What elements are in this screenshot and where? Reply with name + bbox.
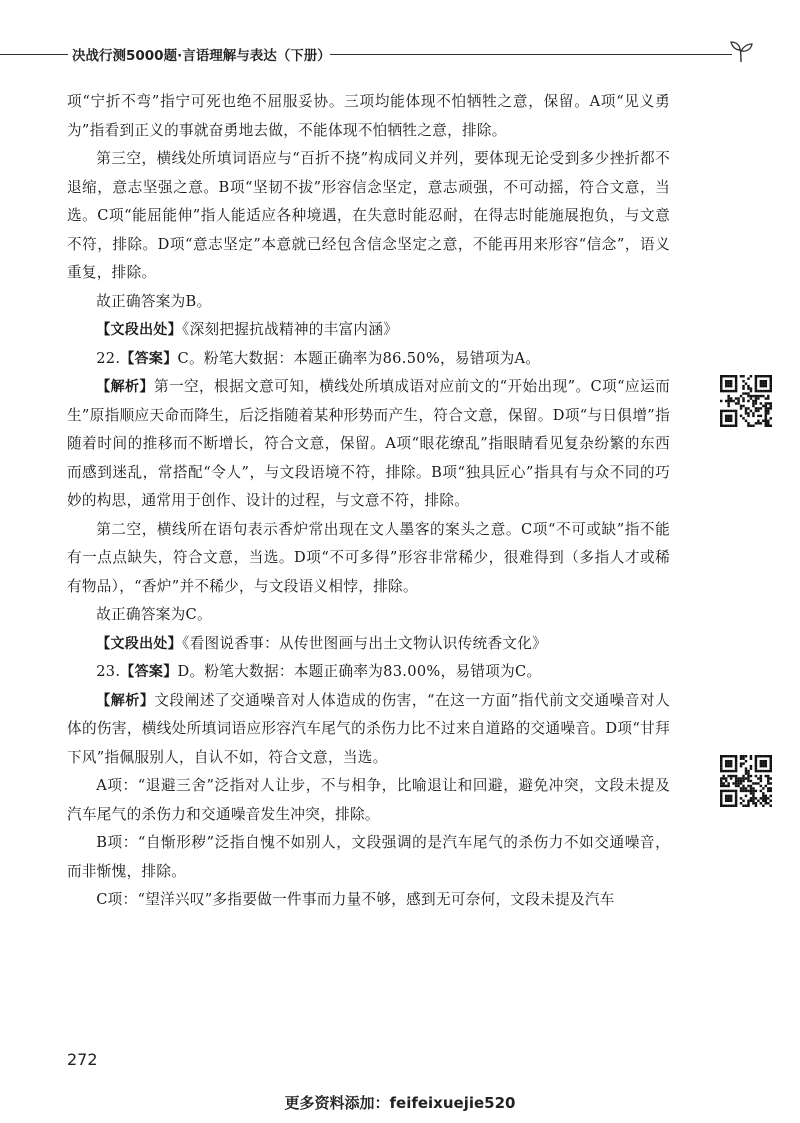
paragraph-text: B项：“自惭形秽”泛指自愧不如别人，文段强调的是汽车尾气的杀伤力不如交通噪音，而非惭愧，排除。: [67, 834, 670, 880]
leaf-sprout-icon: [728, 40, 754, 64]
section-tag: 【解析】: [96, 379, 154, 395]
body-paragraph: [67, 601, 670, 630]
paragraph-text: 第二空，横线所在语句表示香炉常出现在文人墨客的案头之意。C项“不可或缺”指不能有一点点缺失，符合文意，当选。D项“不可多得”形容非常稀少，很难得到（多指人才或稀有物品），“香炉”并不稀少，与文段语义相悖，排除。: [67, 520, 670, 595]
body-paragraph: [67, 886, 670, 915]
paragraph-text: 《深刻把握抗战精神的丰富内涵》: [182, 321, 399, 338]
section-tag: 【答案】: [120, 664, 178, 680]
body-paragraph: [67, 829, 670, 886]
book-title: 决战行测5000题·言语理解与表达（下册）: [72, 48, 331, 64]
body-paragraph: [67, 288, 670, 317]
paragraph-text: C项：“望洋兴叹”多指要做一件事而力量不够，感到无可奈何，文段未提及汽车: [96, 891, 615, 908]
paragraph-text: D。粉笔大数据：本题正确率为83.00%，易错项为C。: [177, 663, 542, 680]
paragraph-text: 第三空，横线处所填词语应与“百折不挠”构成同义并列，要体现无论受到多少挫折都不退缩，意志坚强之意。B项“坚韧不拔”形容信念坚定，意志顽强，不可动摇，符合文意，当选。C项“能屈能伸”指人能适应各种境遇，在失意时能忍耐，在得志时能施展抱负，与文意不符，排除。D项“意志坚定”本意就已经包含信念坚定之意，不能再用来形容“信念”，语义重复，排除。: [67, 150, 670, 281]
paragraph-text: 文段阐述了交通噪音对人体造成的伤害，“在这一方面”指代前文交通噪音对人体的伤害，横线处所填词语应形容汽车尾气的杀伤力比不过来自道路的交通噪音。D项“甘拜下风”指佩服别人，自认不如，符合文意，当选。: [67, 691, 670, 766]
paragraph-text: A项：“退避三舍”泛指对人让步，不与相争，比喻退让和回避，避免冲突，文段未提及汽车尾气的杀伤力和交通噪音发生冲突，排除。: [67, 777, 670, 823]
question-number: 23.: [96, 663, 121, 680]
header-rule-right: [330, 54, 732, 55]
page-header: [0, 40, 800, 70]
body-paragraph: [67, 145, 670, 288]
body-paragraph: [67, 516, 670, 602]
paragraph-text: 第一空，根据文意可知，横线处所填成语对应前文的“开始出现”。C项“应运而生”原指顺应天命而降生，后泛指随着某种形势而产生，符合文意，保留。D项“与日俱增”指随着时间的推移而不断增长，符合文意，保留。A项“眼花缭乱”指眼睛看见复杂纷繁的东西而感到迷乱，常搭配“令人”，与文段语境不符，排除。B项“独具匠心”指具有与众不同的巧妙的构思，通常用于创作、设计的过程，与文意不符，排除。: [67, 378, 671, 509]
body-paragraph: [67, 630, 670, 659]
body-paragraph: [67, 658, 670, 687]
paragraph-text: 《看图说香事：从传世图画与出土文物认识传统香文化》: [182, 634, 548, 652]
page-body: [67, 88, 670, 915]
header-rule-left: [0, 54, 68, 55]
paragraph-text: 故正确答案为C。: [96, 606, 212, 623]
body-paragraph: [67, 772, 670, 829]
body-paragraph: [67, 687, 670, 773]
body-paragraph: [67, 345, 670, 374]
section-tag: 【文段出处】: [96, 322, 182, 338]
body-paragraph: [67, 316, 670, 345]
body-paragraph: [67, 373, 670, 516]
section-tag: 【答案】: [120, 350, 178, 367]
qr-code-icon[interactable]: [720, 375, 772, 427]
section-tag: 【解析】: [96, 692, 155, 709]
paragraph-text: 故正确答案为B。: [96, 292, 212, 310]
paragraph-text: 项“宁折不弯”指宁可死也绝不屈服妥协。三项均能体现不怕牺牲之意，保留。A项“见义勇为”指看到正义的事就奋勇地去做，不能体现不怕牺牲之意，排除。: [67, 93, 670, 139]
qr-code-icon[interactable]: [720, 755, 772, 807]
section-tag: 【文段出处】: [96, 635, 182, 652]
question-number: 22.: [96, 349, 121, 367]
body-paragraph: [67, 88, 670, 145]
paragraph-text: C。粉笔大数据：本题正确率为86.50%，易错项为A。: [177, 349, 541, 367]
page-number: 272: [67, 1050, 98, 1069]
footer-note: 更多资料添加：feifeixuejie520: [284, 1094, 516, 1112]
